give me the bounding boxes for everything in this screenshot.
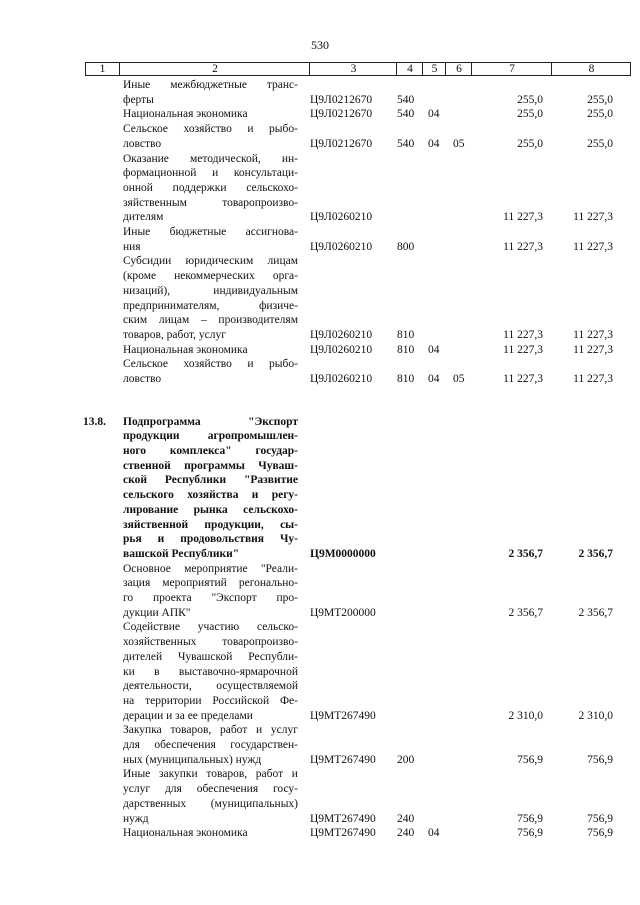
row-text-line <box>123 166 298 181</box>
word: госу- <box>272 783 298 796</box>
word: формационной <box>123 167 197 180</box>
word: "Развитие <box>244 474 298 487</box>
row-text-line <box>123 679 298 694</box>
row-text-line: ферты <box>123 93 154 106</box>
kbk-code: Ц9Л0260210 <box>310 328 373 341</box>
word: продукции <box>123 430 180 443</box>
word: работ <box>255 768 284 781</box>
word: продовольствия <box>180 533 265 546</box>
row-text-line: ловство <box>123 137 162 150</box>
row-text-line <box>123 225 298 240</box>
amount-col7: 255,0 <box>517 137 543 150</box>
word: онной <box>123 181 153 194</box>
word: орга- <box>272 270 298 283</box>
word: товаропроизво- <box>222 636 298 649</box>
word: ки <box>123 665 135 678</box>
expense-type: 540 <box>397 137 415 150</box>
word: хозяйства <box>187 489 239 502</box>
row-text-line <box>123 181 298 196</box>
amount-col7: 11 227,3 <box>503 373 543 385</box>
row-text-line: ных (муниципальных) нужд <box>123 753 262 766</box>
word: зяйственной <box>123 518 189 531</box>
expense-type: 540 <box>397 93 415 106</box>
header-col-4: 4 <box>396 63 423 75</box>
row-text-line <box>123 518 298 533</box>
word: Содействие <box>123 621 181 634</box>
kbk-code: Ц9Л0260210 <box>310 240 373 253</box>
row-text-line <box>123 562 298 577</box>
word: услуг <box>123 783 151 796</box>
row-text-line <box>123 254 298 269</box>
word: Иные <box>123 768 151 781</box>
row-text-line <box>123 269 298 284</box>
kbk-code: Ц9МТ267490 <box>310 753 376 766</box>
word: методической, <box>190 152 261 165</box>
word: Чу- <box>279 533 298 546</box>
row-text-line: товаров, работ, услуг <box>123 328 226 341</box>
word: участию <box>197 621 240 634</box>
word: Оказание <box>123 152 169 165</box>
word: сельско- <box>256 621 298 634</box>
row-text-line <box>123 767 298 782</box>
word: сы- <box>280 518 298 531</box>
word: хозяйство <box>183 358 232 371</box>
word: зация <box>123 577 151 590</box>
word: Иные <box>123 79 151 91</box>
subsection-code: 05 <box>453 137 465 150</box>
amount-col7: 11 227,3 <box>503 240 543 253</box>
word: дителей <box>123 650 163 663</box>
section-code: 04 <box>428 108 440 121</box>
header-col-7: 7 <box>471 63 552 75</box>
row-text-line: Национальная экономика <box>123 343 248 356</box>
amount-col7: 756,9 <box>517 753 543 766</box>
kbk-code: Ц9Л0260210 <box>310 211 373 224</box>
word: бюджетные <box>169 226 227 238</box>
word: мероприятие <box>184 562 248 575</box>
word: агропромышлен- <box>207 430 298 443</box>
word: физиче- <box>258 299 298 312</box>
word: Чуваш- <box>258 459 298 472</box>
row-text-line <box>123 591 298 606</box>
word: Фе- <box>279 694 298 707</box>
word: – <box>200 314 207 327</box>
header-col-3: 3 <box>309 63 397 75</box>
amount-col8: 2 356,7 <box>578 606 613 619</box>
amount-col7: 756,9 <box>517 812 543 825</box>
table-header-row <box>85 62 631 76</box>
row-text-line: ловство <box>123 373 162 385</box>
word: предпринимателям, <box>123 299 220 312</box>
word: Иные <box>123 226 151 238</box>
kbk-code: Ц9Л0212670 <box>310 93 373 106</box>
section-code: 04 <box>428 827 440 840</box>
word: закупки <box>158 768 198 781</box>
row-text-line <box>123 782 298 797</box>
word: мероприятий <box>162 577 227 590</box>
word: для <box>123 739 140 752</box>
word: Российской <box>212 694 270 707</box>
word: программы <box>184 459 245 472</box>
word: лицам <box>267 255 298 268</box>
amount-col8: 11 227,3 <box>573 373 613 385</box>
word: ственной <box>123 459 171 472</box>
amount-col8: 2 310,0 <box>578 709 613 722</box>
word: Сельское <box>123 123 169 136</box>
word: индивидуальным <box>213 284 298 297</box>
word: про- <box>276 592 298 605</box>
word: обеспечения <box>196 783 259 796</box>
word: ской <box>123 474 147 487</box>
page-number: 530 <box>311 38 329 52</box>
amount-col8: 11 227,3 <box>573 328 613 341</box>
row-text-line <box>123 415 298 430</box>
row-text-line <box>123 459 298 474</box>
amount-col8: 255,0 <box>587 137 613 150</box>
word: для <box>164 783 182 796</box>
word: хозяйство <box>183 123 232 136</box>
word: и <box>212 167 219 180</box>
row-text-line: дерации и за ее пределами <box>123 709 253 722</box>
kbk-code: Ц9МТ267490 <box>310 827 376 840</box>
word: сельскохо- <box>243 503 298 516</box>
word: товаров, <box>206 768 248 781</box>
amount-col8: 756,9 <box>587 827 613 840</box>
row-text-line <box>123 284 298 299</box>
row-text-line <box>123 78 298 93</box>
word: Республики <box>164 474 227 487</box>
row-text-line: ния <box>123 240 141 253</box>
word: межбюджетные <box>170 79 247 91</box>
amount-col7: 11 227,3 <box>503 328 543 341</box>
kbk-code: Ц9МТ267490 <box>310 812 376 825</box>
word: ин- <box>281 152 298 165</box>
word: территории <box>145 694 202 707</box>
word: регонально- <box>238 577 298 590</box>
word: выставочно-ярмарочной <box>178 665 298 678</box>
word: Подпрограмма <box>123 415 201 428</box>
row-text-line <box>123 576 298 591</box>
word: Субсидии <box>123 255 172 268</box>
word: лицам <box>158 314 190 327</box>
row-text-line: вашской Республики" <box>123 547 240 560</box>
row-text-line <box>123 665 298 680</box>
word: и <box>247 358 254 371</box>
word: транс- <box>266 79 298 91</box>
expense-type: 800 <box>397 240 415 253</box>
section-code: 04 <box>428 343 440 356</box>
row-number: 13.8. <box>83 415 106 428</box>
expense-type: 810 <box>397 328 415 341</box>
word: (кроме <box>123 270 157 283</box>
row-text-line: Национальная экономика <box>123 108 248 121</box>
row-text-line <box>123 357 298 372</box>
expense-type: 240 <box>397 812 415 825</box>
word: ного <box>123 445 147 458</box>
word: продукции, <box>204 518 264 531</box>
header-col-6: 6 <box>445 63 472 75</box>
amount-col7: 11 227,3 <box>503 211 543 224</box>
row-text-line <box>123 650 298 665</box>
word: лирование <box>123 503 179 516</box>
word: регу- <box>271 489 298 502</box>
header-col-2: 2 <box>119 63 310 75</box>
word: комплекса" <box>169 445 232 458</box>
word: ским <box>123 314 148 327</box>
word: и <box>251 489 259 502</box>
word: проекта <box>153 592 192 605</box>
word: консультаци- <box>233 167 298 180</box>
word: государствен- <box>230 739 298 752</box>
row-text-line <box>123 122 298 137</box>
amount-col7: 11 227,3 <box>503 343 543 356</box>
word: и <box>247 123 254 136</box>
row-text-line <box>123 196 298 211</box>
row-text-line <box>123 532 298 547</box>
word: рыбо- <box>269 358 298 371</box>
amount-col8: 2 356,7 <box>578 547 613 560</box>
section-code: 04 <box>428 373 440 385</box>
word: некоммерческих <box>174 270 255 283</box>
word: производителям <box>218 314 298 327</box>
word: рья <box>123 533 142 546</box>
row-text-line <box>123 473 298 488</box>
word: на <box>123 694 135 707</box>
word: дарственных <box>123 797 187 810</box>
amount-col7: 756,9 <box>517 827 543 840</box>
amount-col8: 255,0 <box>587 93 613 106</box>
word: Сельское <box>123 358 169 371</box>
word: (муниципальных) <box>210 797 298 810</box>
subsection-code: 05 <box>453 373 465 385</box>
word: государ- <box>255 445 298 458</box>
row-text-line: дукции АПК" <box>123 606 191 619</box>
word: услуг <box>270 724 298 737</box>
word: сельского <box>123 489 174 502</box>
amount-col7: 2 356,7 <box>508 606 543 619</box>
section-code: 04 <box>428 137 440 150</box>
word: в <box>154 665 160 678</box>
amount-col7: 255,0 <box>517 93 543 106</box>
word: осуществляемой <box>216 680 298 693</box>
row-text-line <box>123 620 298 635</box>
amount-col8: 756,9 <box>587 812 613 825</box>
word: сельскохо- <box>246 181 298 194</box>
word: ассигнова- <box>245 226 298 238</box>
amount-col8: 11 227,3 <box>573 240 613 253</box>
amount-col7: 255,0 <box>517 108 543 121</box>
amount-col8: 11 227,3 <box>573 211 613 224</box>
word: рыбо- <box>269 123 298 136</box>
word: "Реали- <box>260 562 298 575</box>
kbk-code: Ц9Л0260210 <box>310 373 373 385</box>
word: "Экспорт <box>211 592 257 605</box>
row-text-line: дителям <box>123 211 164 224</box>
row-text-line <box>123 313 298 328</box>
word: деятельности, <box>123 680 192 693</box>
amount-col8: 255,0 <box>587 108 613 121</box>
expense-type: 540 <box>397 108 415 121</box>
word: и <box>157 533 165 546</box>
word: го <box>123 592 134 605</box>
word: товаров, <box>170 724 212 737</box>
row-text-line <box>123 429 298 444</box>
row-text-line <box>123 444 298 459</box>
row-text-line <box>123 738 298 753</box>
row-text-line <box>123 797 298 812</box>
kbk-code: Ц9Л0212670 <box>310 108 373 121</box>
kbk-code: Ц9Л0212670 <box>310 137 373 150</box>
row-text-line <box>123 152 298 167</box>
row-text-line: Национальная экономика <box>123 827 248 840</box>
kbk-code: Ц9МТ200000 <box>310 606 376 619</box>
word: "Экспорт <box>248 415 298 428</box>
kbk-code: Ц9Л0260210 <box>310 343 373 356</box>
row-text-line <box>123 635 298 650</box>
word: рынка <box>193 503 228 516</box>
expense-type: 240 <box>397 827 415 840</box>
amount-col7: 2 310,0 <box>508 709 543 722</box>
row-text-line <box>123 723 298 738</box>
word: обеспечения <box>154 739 216 752</box>
row-text-line <box>123 488 298 503</box>
expense-type: 810 <box>397 343 415 356</box>
word: поддержки <box>172 181 227 194</box>
word: Чувашской <box>177 650 233 663</box>
amount-col7: 2 356,7 <box>508 547 543 560</box>
kbk-code: Ц9МТ267490 <box>310 709 376 722</box>
amount-col8: 756,9 <box>587 753 613 766</box>
row-text-line: нужд <box>123 812 149 825</box>
word: и <box>291 768 298 781</box>
word: Закупка <box>123 724 162 737</box>
word: низаций), <box>123 284 171 297</box>
row-text-line <box>123 299 298 314</box>
word: хозяйственных <box>123 636 197 649</box>
header-col-5: 5 <box>422 63 446 75</box>
word: юридическим <box>185 255 254 268</box>
word: работ <box>219 724 248 737</box>
expense-type: 810 <box>397 373 415 385</box>
word: зяйственным <box>123 196 187 209</box>
amount-col8: 11 227,3 <box>573 343 613 356</box>
word: Основное <box>123 562 171 575</box>
expense-type: 200 <box>397 753 415 766</box>
word: и <box>256 724 263 737</box>
header-col-1: 1 <box>99 63 106 75</box>
word: товаропроизво- <box>222 196 298 209</box>
row-text-line <box>123 694 298 709</box>
word: Республи- <box>248 650 298 663</box>
header-col-8: 8 <box>551 63 631 75</box>
row-text-line <box>123 503 298 518</box>
kbk-code: Ц9М0000000 <box>310 547 376 560</box>
